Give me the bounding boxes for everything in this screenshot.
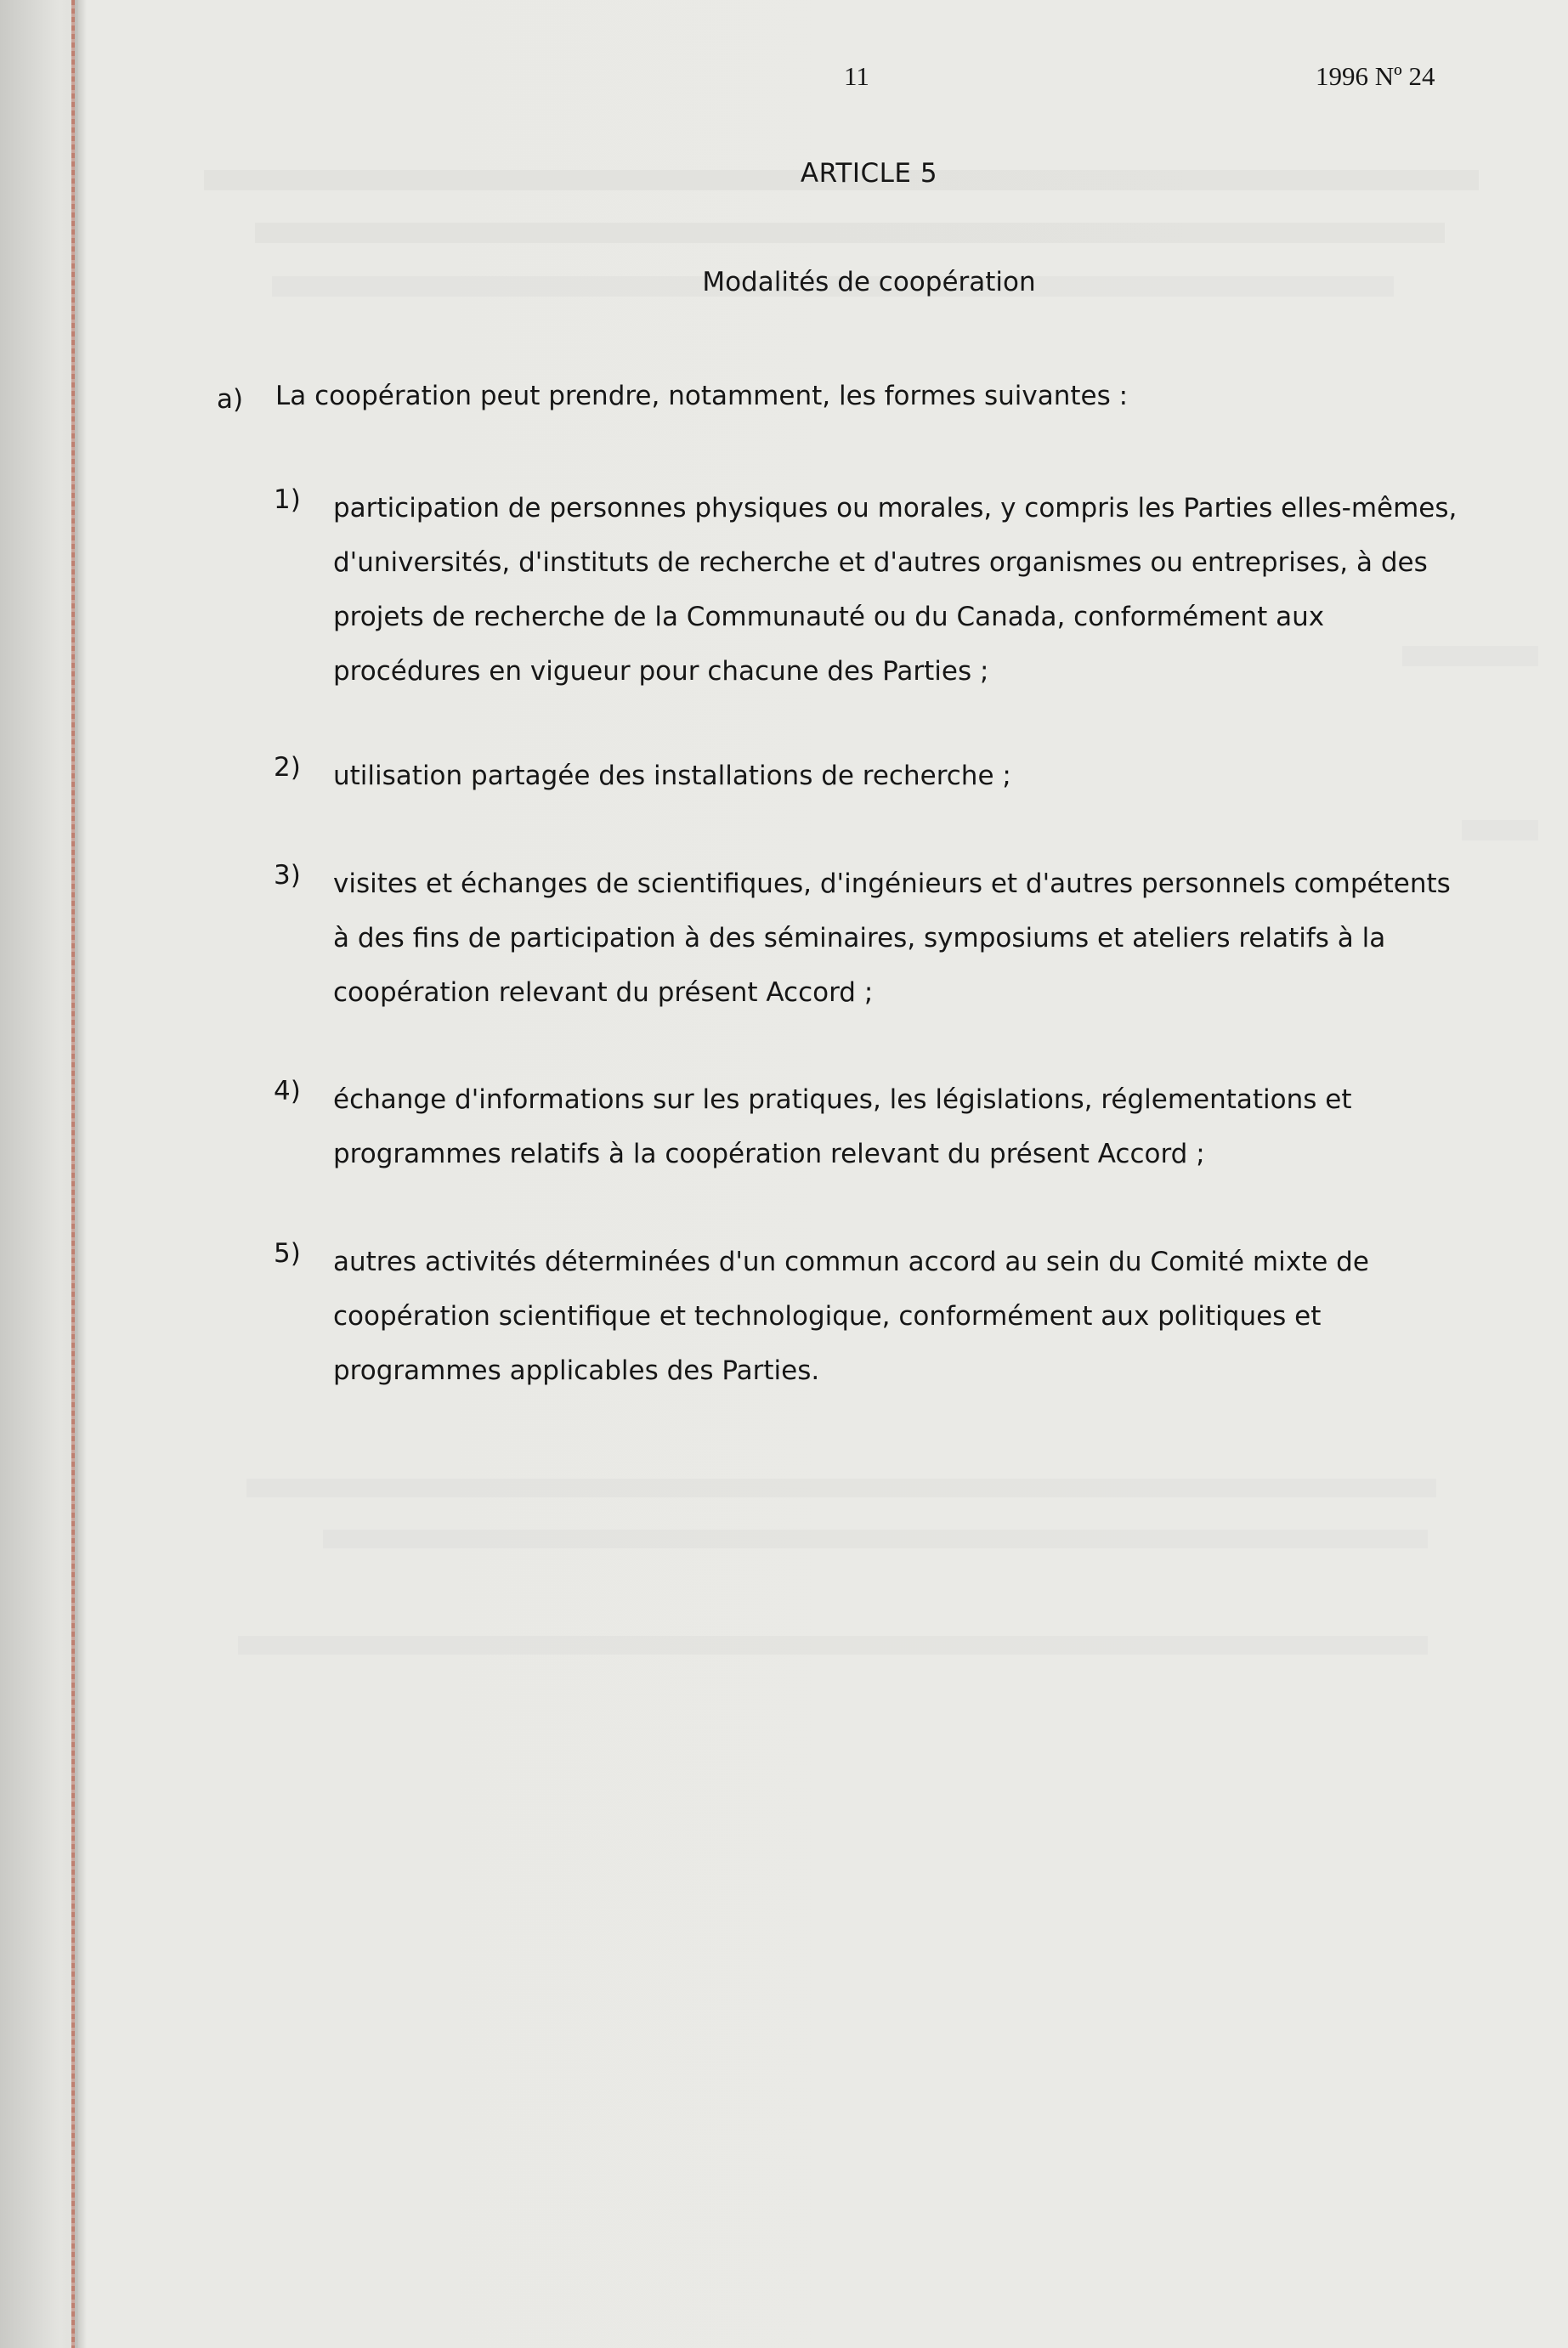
binding-shadow	[75, 0, 87, 2348]
text-line: participation de personnes physiques ou morales, y compris les Parties elles-mêmes,	[333, 493, 1458, 523]
paragraph-intro: La coopération peut prendre, notamment, les formes suivantes :	[275, 381, 1129, 411]
list-item-number: 2)	[274, 752, 301, 783]
text-line: autres activités déterminées d'un commun accord au sein du Comité mixte de	[333, 1247, 1369, 1277]
list-item-text	[333, 857, 1540, 1020]
list-item-text	[333, 1072, 1540, 1181]
list-item-number: 3)	[274, 860, 301, 891]
text-line: coopération relevant du présent Accord ;	[333, 977, 874, 1008]
text-line: programmes applicables des Parties.	[333, 1355, 820, 1386]
text-line: d'universités, d'instituts de recherche et d'autres organismes ou entreprises, à des	[333, 547, 1428, 578]
text-line: échange d'informations sur les pratiques, les législations, réglementations et	[333, 1084, 1352, 1115]
text-line: à des fins de participation à des séminaires, symposiums et ateliers relatifs à la	[333, 923, 1386, 953]
list-item-number: 5)	[274, 1238, 301, 1269]
list-item-number: 4)	[274, 1076, 301, 1106]
text-line: procédures en vigueur pour chacune des Parties ;	[333, 656, 989, 687]
article-subtitle: Modalités de coopération	[702, 267, 1036, 297]
page-number: 11	[844, 61, 869, 91]
list-item-text	[333, 749, 1540, 803]
text-line: utilisation partagée des installations de recherche ;	[333, 761, 1011, 791]
text-line: programmes relatifs à la coopération relevant du présent Accord ;	[333, 1139, 1205, 1169]
paragraph-marker: a)	[217, 384, 244, 415]
text-line: coopération scientifique et technologique, conformément aux politiques et	[333, 1301, 1322, 1332]
article-title: ARTICLE 5	[800, 158, 938, 189]
list-item-number: 1)	[274, 484, 301, 515]
text-line: projets de recherche de la Communauté ou du Canada, conformément aux	[333, 602, 1325, 632]
text-line: visites et échanges de scientifiques, d'ingénieurs et d'autres personnels compétents	[333, 868, 1451, 899]
issue-reference: 1996 Nº 24	[1316, 61, 1435, 91]
list-item-text	[333, 481, 1540, 699]
binding-strip	[0, 0, 78, 2348]
list-item-text	[333, 1235, 1540, 1398]
